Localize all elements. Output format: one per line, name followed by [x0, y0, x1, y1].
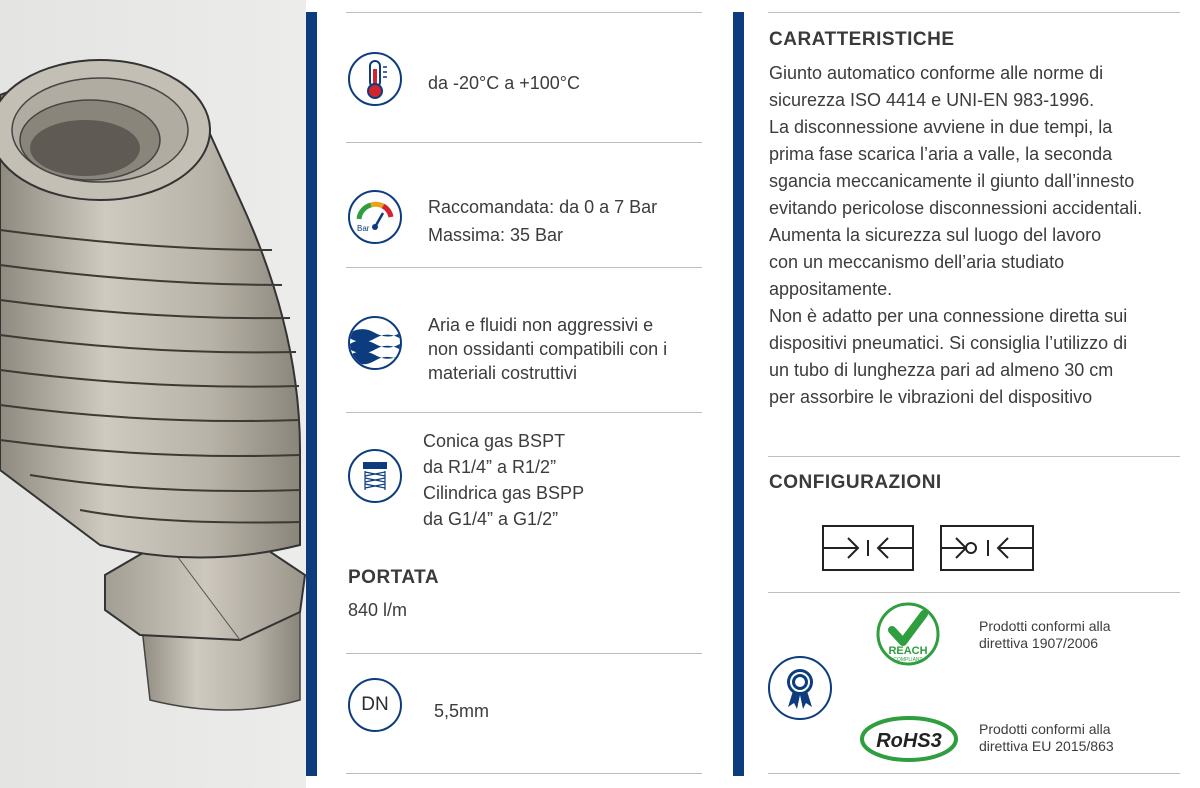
separator: [346, 267, 702, 268]
features-line: La disconnessione avviene in due tempi, la: [769, 117, 1113, 137]
reach-logo: [876, 598, 940, 670]
features-line: con un meccanismo dell’aria studiato: [769, 252, 1065, 272]
nominal-diameter: 5,5mm: [434, 701, 490, 721]
features-line: dispositivi pneumatici. Si consiglia l’utilizzo di: [769, 333, 1128, 353]
rohs-line-1: Prodotti conformi alla: [979, 721, 1111, 737]
separator: [346, 142, 702, 143]
features-line: Aumenta la sicurezza sul luogo del lavoro: [769, 225, 1102, 245]
separator: [768, 12, 1180, 13]
pressure-maximum: Massima: 35 Bar: [428, 225, 564, 245]
thread-line-2: da R1/4” a R1/2”: [423, 457, 557, 477]
features-line: Giunto automatico conforme alle norme di: [769, 63, 1104, 83]
rohs-line-2: direttiva EU 2015/863: [979, 738, 1114, 754]
separator: [768, 592, 1180, 593]
pressure-gauge-icon: [348, 190, 402, 244]
reach-line-2: direttiva 1907/2006: [979, 635, 1099, 651]
features-line: evitando pericolose disconnessioni accidentali.: [769, 198, 1143, 218]
thread-line-1: Conica gas BSPT: [423, 431, 566, 451]
features-heading: CARATTERISTICHE: [769, 29, 955, 50]
features-line: appositamente.: [769, 279, 893, 299]
reach-logo-sub: COMPLIANT: [893, 657, 923, 663]
features-text: [769, 60, 1142, 411]
pressure-recommended: Raccomandata: da 0 a 7 Bar: [428, 197, 658, 217]
flow-heading: PORTATA: [348, 567, 440, 588]
separator: [346, 412, 702, 413]
features-line: per assorbire le vibrazioni del dispositivo: [769, 387, 1093, 407]
config-symbol-check-valve: [940, 525, 1034, 571]
reach-line-1: Prodotti conformi alla: [979, 618, 1111, 634]
features-line: prima fase scarica l’aria a valle, la seconda: [769, 144, 1113, 164]
divider-bar-right: [733, 12, 744, 776]
rohs3-logo-text: RoHS3: [876, 730, 942, 752]
config-symbol-standard: [822, 525, 914, 571]
fluids-line-3: materiali costruttivi: [428, 363, 578, 383]
configurations-heading: CONFIGURAZIONI: [769, 472, 942, 493]
thread-line-4: da G1/4” a G1/2”: [423, 509, 559, 529]
temperature-range: da -20°C a +100°C: [428, 73, 580, 93]
gauge-label: Bar: [357, 224, 370, 233]
reach-logo-text: REACH: [888, 645, 928, 657]
separator: [346, 653, 702, 654]
fluids-line-2: non ossidanti compatibili con i: [428, 339, 668, 359]
product-image: [0, 0, 306, 788]
dn-badge: [348, 678, 402, 732]
separator: [768, 456, 1180, 457]
thread-icon: [348, 449, 402, 503]
fluids-line-1: Aria e fluidi non aggressivi e: [428, 315, 654, 335]
thermometer-icon: [348, 52, 402, 106]
features-line: sgancia meccanicamente il giunto dall’innesto: [769, 171, 1135, 191]
separator: [346, 773, 702, 774]
features-line: Non è adatto per una connessione diretta sui: [769, 306, 1128, 326]
flow-value: 840 l/m: [348, 600, 408, 620]
certified-ribbon-icon: [768, 656, 832, 720]
features-line: un tubo di lunghezza pari ad almeno 30 cm: [769, 360, 1114, 380]
divider-bar-left: [306, 12, 317, 776]
rohs3-logo: [860, 716, 958, 762]
thread-line-3: Cilindrica gas BSPP: [423, 483, 585, 503]
separator: [768, 773, 1180, 774]
separator: [346, 12, 702, 13]
features-line: sicurezza ISO 4414 e UNI-EN 983-1996.: [769, 90, 1095, 110]
dn-badge-label: DN: [361, 694, 389, 715]
waves-icon: [348, 316, 402, 370]
